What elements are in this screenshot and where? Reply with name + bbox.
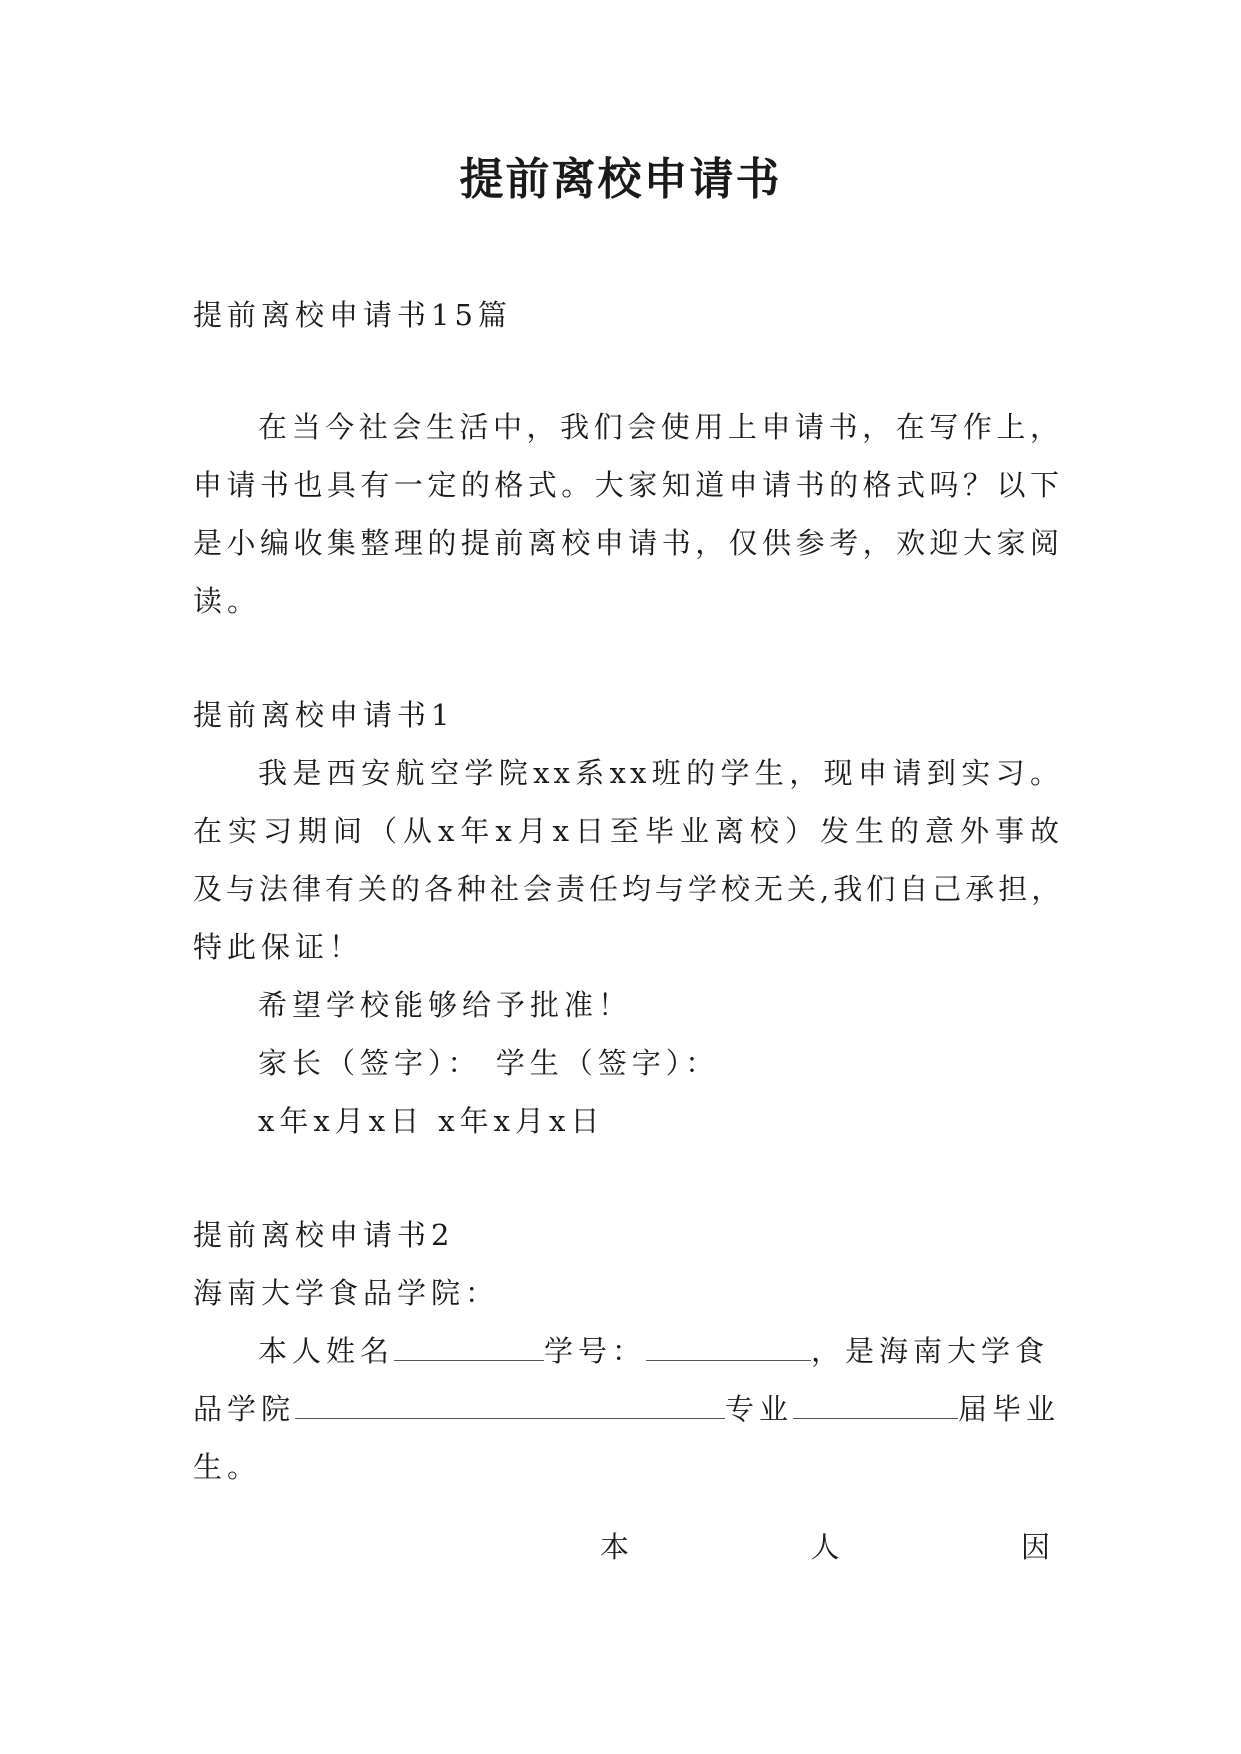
college-name-text: 品学院 [193,1392,296,1426]
name-blank [394,1336,544,1361]
section1-line-2: 在实习期间（从x年x月x日至毕业离校）发生的意外事故 [193,814,1063,848]
section1-line-1: 我是西安航空学院xx系xx班的学生，现申请到实习。 [258,756,1063,790]
intro-line-3: 是小编收集整理的提前离校申请书，仅供参考，欢迎大家阅 [193,526,1063,560]
section2-line-2 [193,1389,1060,1429]
section2-spread-line [600,1527,1050,1567]
intro-line-4: 读。 [193,584,262,618]
college-text: ，是海南大学食 [811,1334,1050,1368]
section1-date-line: x年x月x日 x年x月x日 [258,1104,605,1138]
student-id-label: 学号： [544,1334,647,1368]
section2-heading: 提前离校申请书2 [193,1218,455,1252]
document-subtitle: 提前离校申请书15篇 [193,298,512,332]
spread-char-1: 本 [600,1530,630,1564]
major-blank [793,1394,958,1419]
intro-line-1: 在当今社会生活中，我们会使用上申请书，在写作上， [258,410,1063,444]
graduate-label: 届毕业 [958,1392,1061,1426]
section1-hope: 希望学校能够给予批准！ [258,988,633,1022]
intro-line-2: 申请书也具有一定的格式。大家知道申请书的格式吗？以下 [193,468,1063,502]
document-title: 提前离校申请书 [459,154,782,205]
major-label: 专业 [725,1392,794,1426]
spread-char-2: 人 [810,1530,840,1564]
section1-signature-line: 家长（签字）： 学生（签字）： [258,1046,720,1080]
name-label: 本人姓名 [258,1334,395,1368]
section2-line-1 [258,1331,1049,1371]
spread-char-3: 因 [1020,1530,1050,1564]
student-id-blank [646,1336,811,1361]
section1-heading: 提前离校申请书1 [193,698,455,732]
section1-line-3: 及与法律有关的各种社会责任均与学校无关,我们自己承担， [193,872,1065,906]
college-blank [295,1394,725,1419]
section2-line-3: 生。 [193,1450,262,1484]
section2-addressee: 海南大学食品学院： [193,1276,500,1310]
section1-line-4: 特此保证！ [193,930,364,964]
